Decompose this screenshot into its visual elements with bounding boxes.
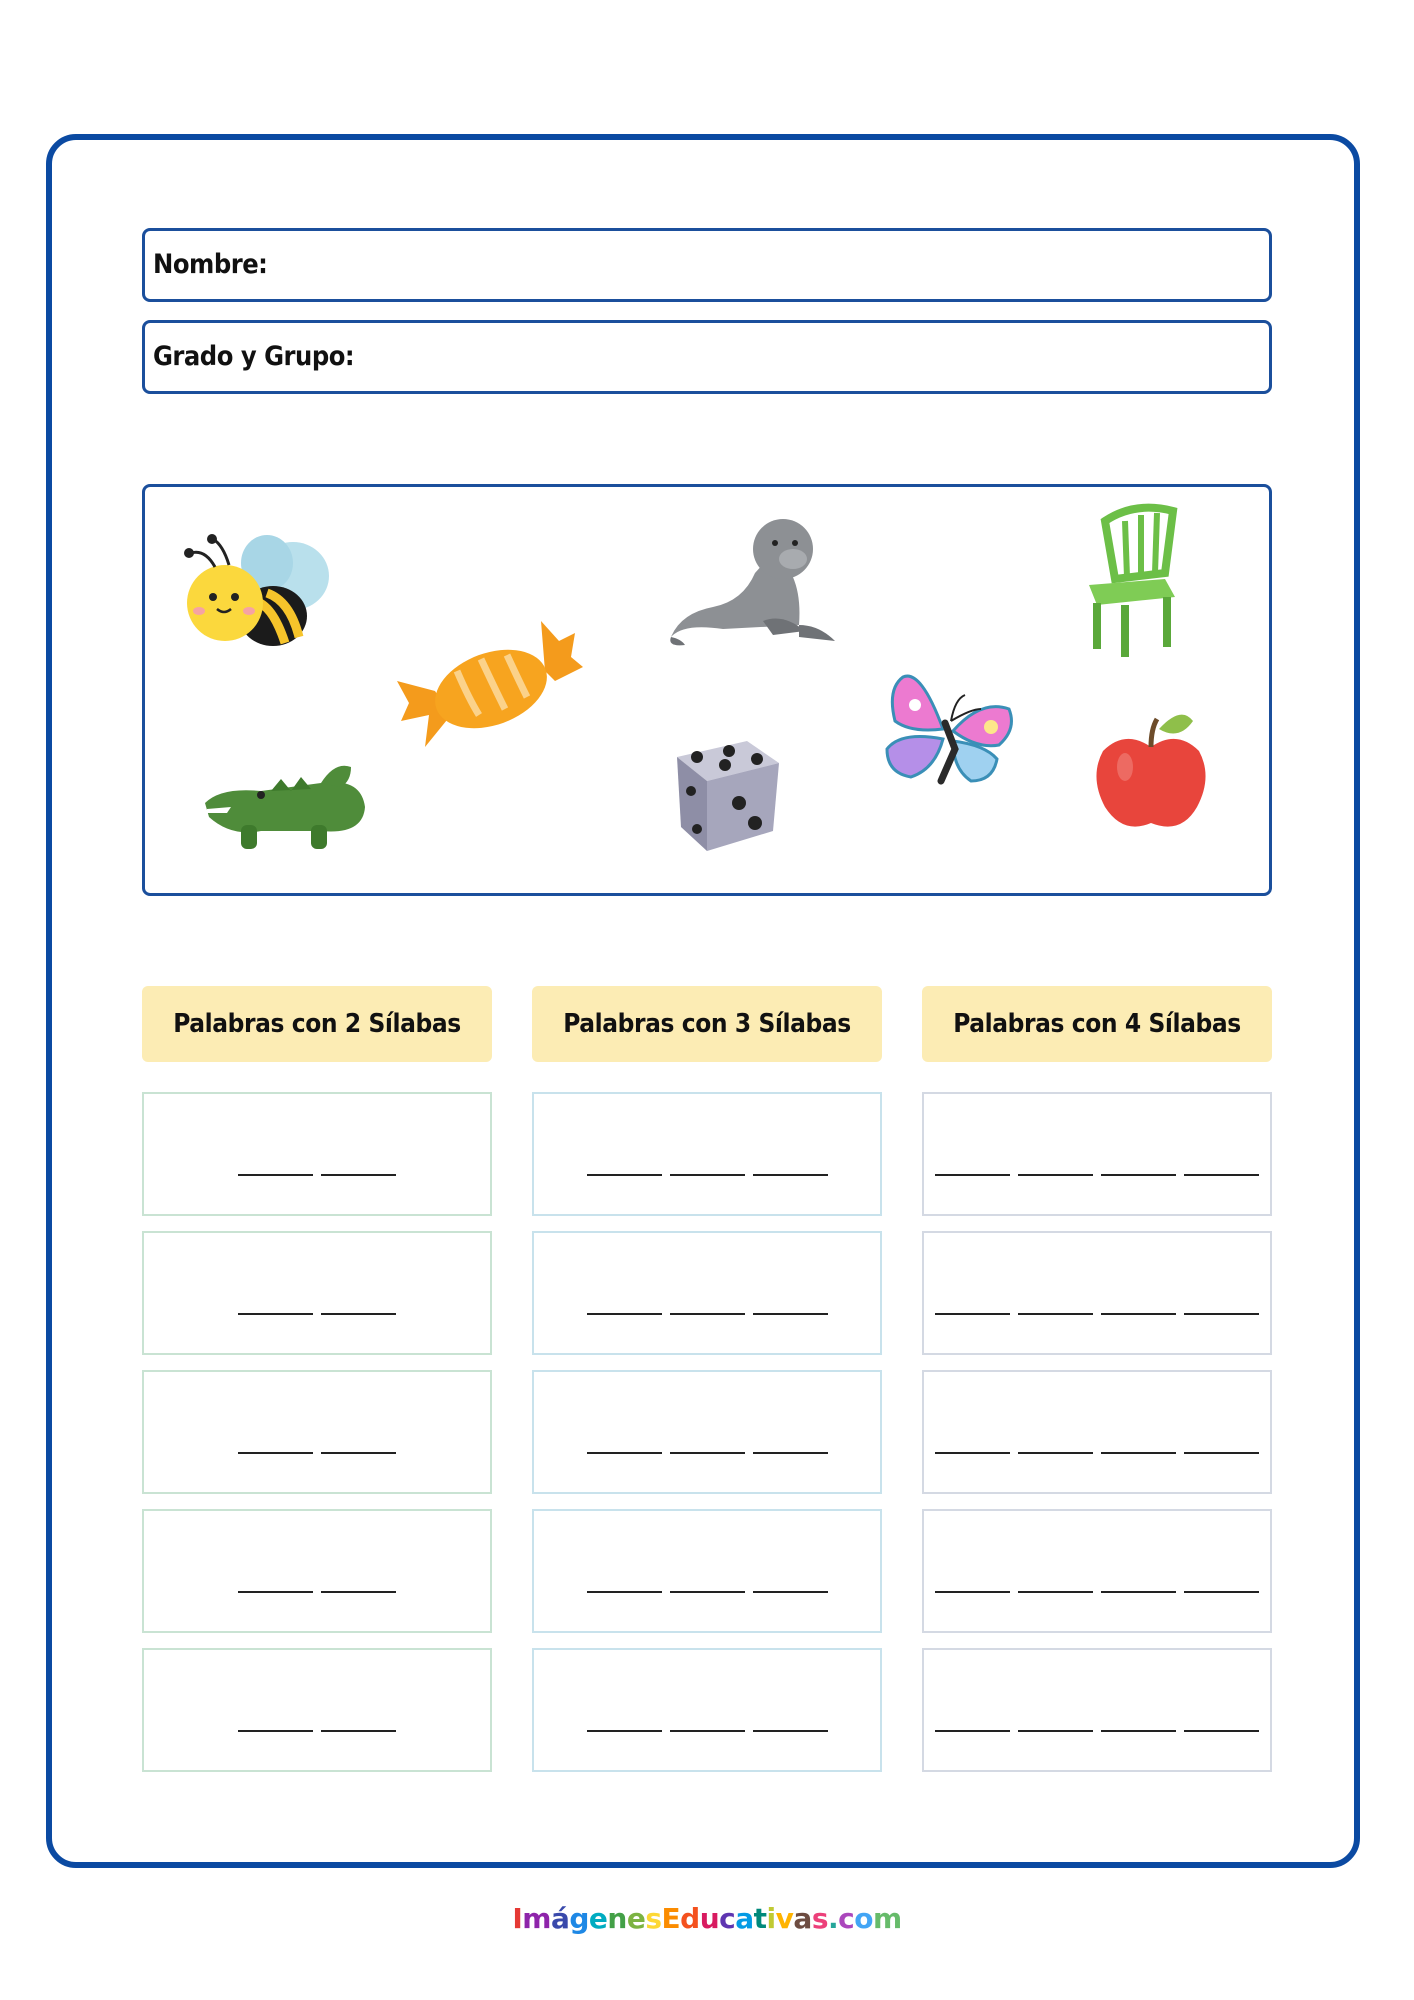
crocodile-icon <box>201 747 371 857</box>
syllable-blanks <box>534 1452 880 1454</box>
syllable-blanks <box>144 1730 490 1732</box>
syllable-blanks <box>144 1591 490 1593</box>
group-field[interactable] <box>142 320 1272 394</box>
syllable-blank[interactable] <box>1018 1313 1093 1315</box>
answer-cell[interactable] <box>142 1092 492 1216</box>
syllable-blanks <box>144 1174 490 1176</box>
syllable-blank[interactable] <box>1184 1730 1259 1732</box>
syllable-blank[interactable] <box>321 1591 396 1593</box>
syllable-blank[interactable] <box>1101 1174 1176 1176</box>
syllable-blank[interactable] <box>1101 1591 1176 1593</box>
syllable-blank[interactable] <box>587 1174 662 1176</box>
syllable-blank[interactable] <box>1018 1452 1093 1454</box>
syllable-blank[interactable] <box>1018 1591 1093 1593</box>
butterfly-icon <box>881 669 1021 799</box>
syllable-blank[interactable] <box>238 1174 313 1176</box>
name-label: Nombre: <box>153 249 268 280</box>
syllable-blank[interactable] <box>1018 1174 1093 1176</box>
answer-cell[interactable] <box>142 1370 492 1494</box>
syllable-blank[interactable] <box>238 1452 313 1454</box>
syllable-blank[interactable] <box>587 1730 662 1732</box>
syllable-blank[interactable] <box>321 1452 396 1454</box>
candy-icon <box>395 611 585 751</box>
header-3-syllables: Palabras con 3 Sílabas <box>532 986 882 1062</box>
syllable-blanks <box>924 1730 1270 1732</box>
syllable-blank[interactable] <box>753 1591 828 1593</box>
bee-icon <box>175 531 345 661</box>
answer-cell[interactable] <box>142 1509 492 1633</box>
syllable-blank[interactable] <box>587 1313 662 1315</box>
syllable-blank[interactable] <box>1184 1174 1259 1176</box>
syllable-blanks <box>534 1591 880 1593</box>
syllable-blank[interactable] <box>753 1452 828 1454</box>
answer-cell[interactable] <box>142 1648 492 1772</box>
answer-cell[interactable] <box>532 1509 882 1633</box>
syllable-blank[interactable] <box>238 1591 313 1593</box>
syllable-blank[interactable] <box>935 1452 1010 1454</box>
syllable-blank[interactable] <box>238 1730 313 1732</box>
syllable-blank[interactable] <box>1101 1730 1176 1732</box>
pictures-box <box>142 484 1272 896</box>
syllable-blank[interactable] <box>587 1452 662 1454</box>
syllable-blank[interactable] <box>935 1313 1010 1315</box>
syllable-blank[interactable] <box>1184 1591 1259 1593</box>
syllable-blank[interactable] <box>321 1313 396 1315</box>
syllable-blank[interactable] <box>670 1730 745 1732</box>
dice-icon <box>667 727 787 857</box>
syllable-blank[interactable] <box>670 1452 745 1454</box>
syllable-blanks <box>924 1591 1270 1593</box>
syllable-blank[interactable] <box>753 1313 828 1315</box>
syllable-blank[interactable] <box>670 1313 745 1315</box>
answer-cell[interactable] <box>922 1092 1272 1216</box>
syllable-blank[interactable] <box>670 1174 745 1176</box>
syllable-blanks <box>144 1313 490 1315</box>
site-footer[interactable] <box>0 1902 1414 1935</box>
answer-cell[interactable] <box>142 1231 492 1355</box>
syllable-blanks <box>924 1174 1270 1176</box>
syllable-blank[interactable] <box>670 1591 745 1593</box>
chair-icon <box>1075 501 1195 661</box>
syllable-blank[interactable] <box>1018 1730 1093 1732</box>
answer-cell[interactable] <box>532 1370 882 1494</box>
answer-cell[interactable] <box>532 1231 882 1355</box>
syllable-blank[interactable] <box>238 1313 313 1315</box>
answer-cell[interactable] <box>922 1370 1272 1494</box>
header-4-syllables: Palabras con 4 Sílabas <box>922 986 1272 1062</box>
header-2-syllables: Palabras con 2 Sílabas <box>142 986 492 1062</box>
syllable-blanks <box>534 1313 880 1315</box>
answer-cell[interactable] <box>532 1648 882 1772</box>
syllable-blank[interactable] <box>753 1730 828 1732</box>
name-field[interactable] <box>142 228 1272 302</box>
syllable-blanks <box>534 1730 880 1732</box>
syllable-blank[interactable] <box>587 1591 662 1593</box>
syllable-blanks <box>534 1174 880 1176</box>
seal-icon <box>663 513 843 653</box>
syllable-blank[interactable] <box>1184 1452 1259 1454</box>
syllable-blank[interactable] <box>935 1730 1010 1732</box>
answer-cell[interactable] <box>532 1092 882 1216</box>
syllable-blank[interactable] <box>1184 1313 1259 1315</box>
answer-cell[interactable] <box>922 1648 1272 1772</box>
syllable-blank[interactable] <box>753 1174 828 1176</box>
syllable-blank[interactable] <box>321 1730 396 1732</box>
syllable-blanks <box>924 1313 1270 1315</box>
syllable-blank[interactable] <box>935 1591 1010 1593</box>
answer-cell[interactable] <box>922 1231 1272 1355</box>
apple-icon <box>1089 707 1219 837</box>
site-name: ImágenesEducativas.com <box>512 1902 902 1935</box>
syllable-blanks <box>144 1452 490 1454</box>
group-label: Grado y Grupo: <box>153 341 355 372</box>
answer-cell[interactable] <box>922 1509 1272 1633</box>
syllable-blank[interactable] <box>935 1174 1010 1176</box>
syllable-blank[interactable] <box>1101 1452 1176 1454</box>
syllable-blank[interactable] <box>1101 1313 1176 1315</box>
syllable-blank[interactable] <box>321 1174 396 1176</box>
syllable-blanks <box>924 1452 1270 1454</box>
